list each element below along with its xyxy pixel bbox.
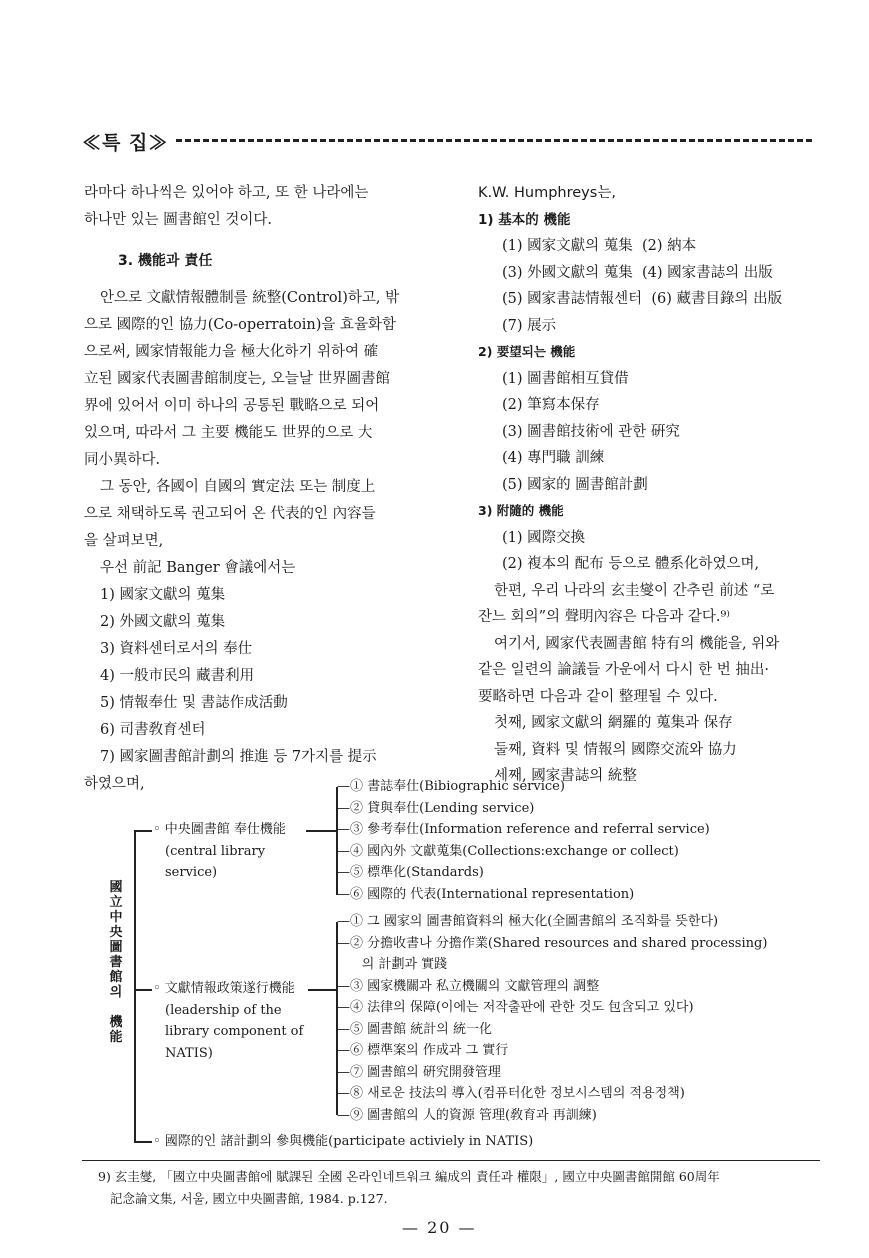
diagram-item: —⑥ 國際的 代表(International representation): [337, 886, 635, 902]
tree-spine: [134, 830, 136, 1142]
text-line: 으로 國際的인 協力(Co-operratoin)을 효율화함: [84, 317, 397, 333]
list-item: (3) 圖書館技術에 관한 硏究: [502, 423, 680, 440]
branch-central-service: [153, 819, 286, 884]
tree-branch-line: [134, 989, 152, 991]
text-line: 그 동안, 各國이 自國의 實定法 또는 制度上: [100, 479, 376, 495]
diagram-item: —⑦ 圖書館의 硏究開發管理: [337, 1064, 501, 1080]
text-line: 하였으며,: [84, 776, 145, 792]
text-line: 界에 있어서 이미 하나의 공통된 戰略으로 되어: [84, 398, 380, 414]
list-item: 2) 外國文獻의 蒐集: [100, 614, 226, 630]
diagram-item: —⑧ 새로운 技法의 導入(컴퓨터化한 정보시스템의 적용정책): [337, 1086, 685, 1101]
text-line: 立된 國家代表圖書館制度는, 오늘날 世界圖書館: [84, 371, 390, 387]
text-line: 으로 채택하도록 권고되어 온 代表的인 內容들: [84, 506, 376, 522]
tree-branch-line: [134, 1141, 152, 1143]
diagram-item: —② 貸與奉仕(Lending service): [337, 800, 535, 816]
diagram-item: 의 計劃과 實踐: [341, 957, 448, 972]
connector-line: [306, 830, 336, 832]
list-item: 1) 國家文獻의 蒐集: [100, 587, 226, 603]
text-line: 라마다 하나씩은 있어야 하고, 또 한 나라에는: [84, 185, 369, 201]
text-line: 잔느 회의”의 聲明內容은 다음과 같다.⁹⁾: [478, 609, 730, 625]
diagram-item: —③ 國家機關과 私立機關의 文獻管理의 調整: [337, 978, 600, 994]
branch-policy: [153, 978, 303, 1064]
subsection-heading: 2) 要望되는 機能: [478, 344, 576, 359]
page-number: — 20 —: [402, 1218, 477, 1237]
branch-title: ◦ 中央圖書館 奉仕機能: [153, 822, 286, 837]
diagram-item: —④ 國內外 文獻蒐集(Collections:exchange or collect): [337, 843, 679, 859]
diagram-item: —⑨ 圖書館의 人的資源 管理(敎育과 再訓練): [337, 1107, 597, 1123]
footnote-line: 9) 玄圭燮, 「國立中央圖書館에 賦課된 全國 온라인네트워크 編成의 責任과 權限」, 國立中央圖書館開館 60周年: [98, 1169, 720, 1184]
list-item: 7) 國家圖書館計劃의 推進 등 7가지를 提示: [100, 749, 377, 765]
diagram-root-label: 國 立 中 央 圖 書 館 의 機 能: [109, 880, 123, 1045]
text-line: 要略하면 다음과 같이 整理될 수 있다.: [478, 688, 718, 705]
text-line: 같은 일련의 論議들 가운에서 다시 한 번 抽出·: [478, 662, 769, 678]
text-line: 을 살펴보면,: [84, 533, 164, 549]
list-item: 6) 司書敎育센터: [100, 722, 206, 738]
text-line: 으로써, 國家情報能力을 極大化하기 위하여 確: [84, 344, 379, 360]
diagram-item: —⑤ 圖書館 統計의 統一化: [337, 1021, 492, 1037]
list-item: (7) 展示: [502, 317, 557, 334]
list-item: 세째, 國家書誌의 統整: [494, 768, 637, 784]
text-line: 同小異하다.: [84, 452, 161, 468]
list-item: 5) 情報奉仕 및 書誌作成活動: [100, 695, 288, 711]
branch-title: ◦ 文獻情報政策遂行機能: [153, 981, 295, 996]
section-heading: 3. 機能과 責任: [118, 253, 213, 269]
text-line: 있으며, 따라서 그 主要 機能도 世界的으로 大: [84, 425, 373, 441]
footnote-rule: [82, 1160, 820, 1161]
diagram-item: —② 分擔收書나 分擔作業(Shared resources and shared processing): [337, 935, 768, 951]
list-item: 둘째, 資料 및 情報의 國際交流와 協力: [494, 741, 737, 758]
text-line: 우선 前記 Banger 會議에서는: [100, 560, 296, 576]
list-item: (5) 國家書誌情報센터 (6) 藏書目錄의 出版: [502, 291, 783, 307]
branch2-list: [337, 911, 767, 1126]
text-line: 여기서, 國家代表圖書館 特有의 機能을, 위와: [494, 635, 780, 652]
list-item: (1) 國際交換: [502, 529, 586, 546]
list-item: 첫째, 國家文獻의 網羅的 蒐集과 保存: [494, 715, 733, 731]
list-item: (4) 專門職 訓練: [502, 450, 605, 466]
diagram-item: —⑤ 標準化(Standards): [337, 865, 484, 880]
diagram-item: —① 그 國家의 圖書館資料의 極大化(全圖書館의 조직화를 뜻한다): [337, 914, 719, 929]
footnote: [98, 1166, 720, 1210]
branch-subtitle: service): [165, 865, 218, 880]
diagram-item: —③ 參考奉仕(Information reference and referral service): [337, 822, 710, 837]
diagram-item: —④ 法律의 保障(이에는 저작출판에 관한 것도 包含되고 있다): [337, 1000, 694, 1015]
list-item: (2) 筆寫本保存: [502, 397, 600, 413]
branch-international: ◦ 國際的인 諸計劃의 參與機能(participate activiely in NATIS): [153, 1134, 534, 1149]
branch1-list: [337, 776, 710, 905]
connector-line: [308, 989, 336, 991]
list-item: (1) 國家文獻의 蒐集 (2) 納本: [502, 238, 697, 254]
text-line: 한편, 우리 나라의 玄圭燮이 간추린 前述 “로: [494, 582, 775, 599]
subsection-heading: 3) 附隨的 機能: [478, 503, 564, 518]
branch-subtitle: NATIS): [165, 1045, 213, 1061]
text-line: 하나만 있는 圖書館인 것이다.: [84, 212, 272, 228]
branch-subtitle: (central library: [165, 843, 266, 859]
list-item: 3) 資料센터로서의 奉仕: [100, 641, 253, 657]
diagram-item: —⑥ 標準案의 作成과 그 實行: [337, 1043, 509, 1058]
branch-subtitle: library component of: [165, 1024, 304, 1039]
branch-subtitle: (leadership of the: [165, 1002, 282, 1018]
list-item: (1) 圖書館相互貸借: [502, 370, 629, 387]
list-item: (5) 國家的 圖書館計劃: [502, 476, 648, 493]
list-item: (2) 複本의 配布 등으로 體系化하였으며,: [502, 556, 760, 572]
text-line: 안으로 文獻情報體制를 統整(Control)하고, 밖: [100, 290, 400, 306]
footnote-line: 記念論文集, 서울, 國立中央圖書館, 1984. p.127.: [110, 1191, 388, 1206]
text-line: K.W. Humphreys는,: [478, 185, 616, 201]
list-item: (3) 外國文獻의 蒐集 (4) 國家書誌의 出版: [502, 264, 773, 281]
subsection-heading: 1) 基本的 機能: [478, 211, 571, 228]
list-item: 4) 一般市民의 藏書利用: [100, 668, 255, 684]
section-header: ≪특 집≫: [82, 132, 169, 154]
diagram-item: —① 書誌奉仕(Bibiographic service): [337, 779, 565, 794]
tree-branch-line: [134, 830, 152, 832]
